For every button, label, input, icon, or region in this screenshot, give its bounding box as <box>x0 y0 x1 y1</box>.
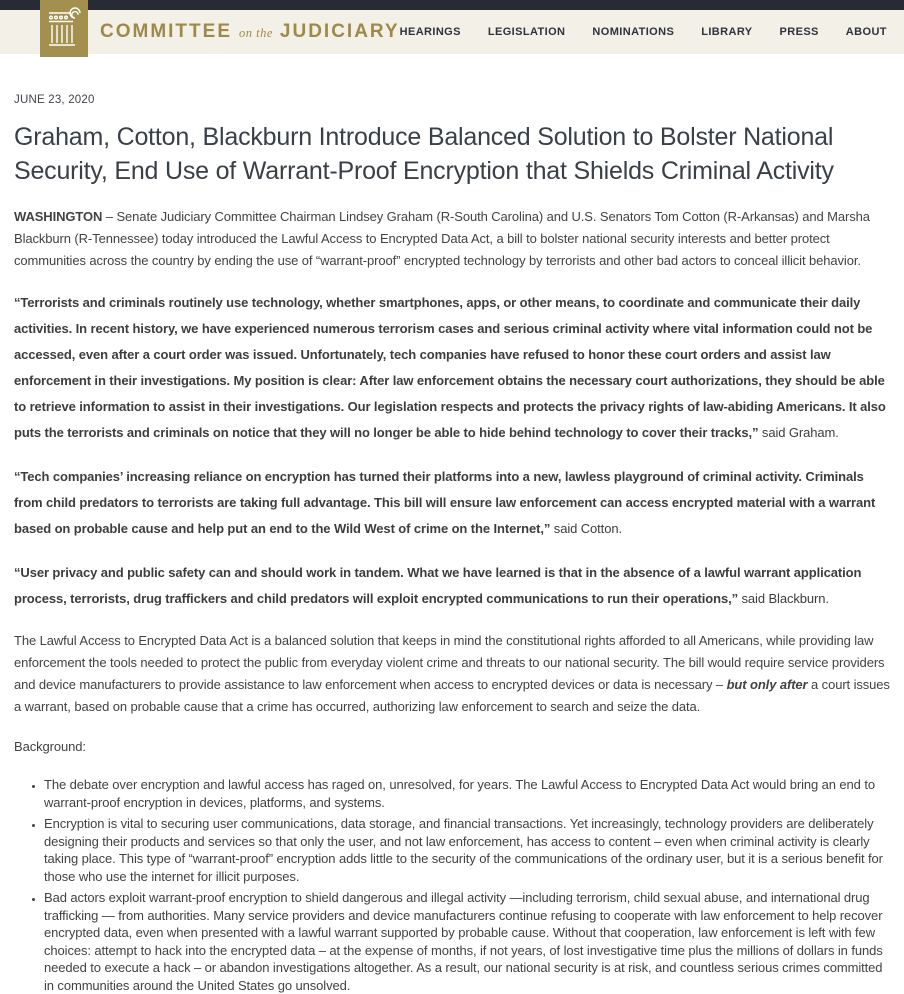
nav-legislation[interactable]: LEGISLATION <box>487 26 566 38</box>
bill-summary-emphasis: but only after <box>726 677 808 692</box>
cotton-quote-text: “Tech companies’ increasing reliance on encryption has turned their platforms into a new, lawless playground of criminal activity. Criminals from child predators to terrorists are taking full advantage. This bill will ensure law enforcement can access encrypted material with a warrant based on probable cause and help put an end to the Wild West of crime on the Internet,” <box>14 469 876 536</box>
blackburn-quote-text: “User privacy and public safety can and should work in tandem. What we have learned is that in the absence of a lawful warrant application process, terrorists, drug traffickers and child predators will exploit encrypted communications to run their operations,” <box>14 565 862 606</box>
list-item: • The debate over encryption and lawful access has raged on, unresolved, for years. The Lawful Access to Encrypted Data Act would bring an end to warrant-proof encryption in devices, platforms, and systems. <box>44 776 890 811</box>
brand-wordmark[interactable] <box>100 21 400 43</box>
brand-on-the: on the <box>239 26 273 40</box>
dateline: WASHINGTON <box>14 209 103 224</box>
top-accent-bar <box>0 0 904 10</box>
list-item: • Bad actors exploit warrant-proof encryption to shield dangerous and illegal activity —including terrorism, child sexual abuse, and international drug trafficking — from authorities. Many service providers and device manufacturers continue refusing to cooperate with law enforcement to help recover encrypted data, even when presented with a lawful warrant supported by probable cause. Without that cooperation, law enforcement is left with few choices: attempt to hack into the encrypted data – at the expense of months, if not years, of lost investigative time plus the millions of dollars in funds needed to execute a hack – or abandon investigations altogether. As a result, our national security is at risk, and countless serious crimes committed in communities around the United States go unsolved. <box>44 889 890 994</box>
main-nav <box>400 25 904 40</box>
paragraph-cotton-quote <box>14 464 890 542</box>
background-list <box>14 776 890 994</box>
article-date: JUNE 23, 2020 <box>14 94 95 106</box>
nav-hearings[interactable]: HEARINGS <box>399 26 461 38</box>
graham-attribution: said Graham. <box>758 425 839 440</box>
paragraph-graham-quote <box>14 290 890 446</box>
paragraph-intro-text: – Senate Judiciary Committee Chairman Lindsey Graham (R-South Carolina) and U.S. Senators Tom Cotton (R-Arkansas) and Marsha Blackburn (R-Tennessee) today introduced the Lawful Access to Encrypted Data Act, a bill to bolster national security interests and better protect communities across the country by ending the use of “warrant-proof” encrypted technology by terrorists and other bad actors to conceal illicit behavior. <box>14 209 870 268</box>
brand-judiciary: JUDICIARY <box>279 21 400 42</box>
background-heading: Background: <box>14 739 86 754</box>
blackburn-attribution: said Blackburn. <box>738 591 829 606</box>
paragraph-blackburn-quote <box>14 560 890 612</box>
press-release-article <box>0 94 904 994</box>
committee-logo[interactable] <box>40 0 88 57</box>
paragraph-bill-summary <box>14 630 890 718</box>
brand-committee: COMMITTEE <box>100 21 232 42</box>
nav-nominations[interactable]: NOMINATIONS <box>592 26 675 38</box>
site-header <box>0 0 904 54</box>
paragraph-intro <box>14 206 890 272</box>
bill-summary-text-after: a court issues a warrant, based on probable cause that a crime has occurred, authorizing law enforcement to search and seize the data. <box>14 677 890 714</box>
nav-about[interactable]: ABOUT <box>845 26 887 38</box>
bill-summary-text: The Lawful Access to Encrypted Data Act is a balanced solution that keeps in mind the constitutional rights afforded to all Americans, while providing law enforcement the tools needed to protect the public from everyday violent crime and threats to our national security. The bill would require service providers and device manufacturers to provide assistance to law enforcement when access to encrypted devices or data is necessary – <box>14 633 885 692</box>
cotton-attribution: said Cotton. <box>550 521 622 536</box>
nav-press[interactable]: PRESS <box>779 26 819 38</box>
nav-library[interactable]: LIBRARY <box>701 26 753 38</box>
list-item: • Encryption is vital to securing user communications, data storage, and financial transactions. Yet increasingly, technology providers are deliberately designing their products and services so that only the user, and not law enforcement, has access to content – even when criminal activity is clearly taking place. This type of “warrant-proof” encryption adds little to the security of the communications of the ordinary user, but it is a serious benefit for those who use the internet for illicit purposes. <box>44 815 890 885</box>
column-icon <box>47 5 81 52</box>
graham-quote-text: “Terrorists and criminals routinely use technology, whether smartphones, apps, or other means, to coordinate and communicate their daily activities. In recent history, we have experienced numerous terrorism cases and serious criminal activity where vital information could not be accessed, even after a court order was issued. Unfortunately, tech companies have refused to honor these court orders and assist law enforcement in their investigations. My position is clear: After law enforcement obtains the necessary court authorizations, they should be able to retrieve information to assist in their investigations. Our legislation respects and protects the privacy rights of law-abiding Americans. It also puts the terrorists and criminals on notice that they will no longer be able to hide behind technology to cover their tracks,” <box>14 295 886 440</box>
page-title: Graham, Cotton, Blackburn Introduce Balanced Solution to Bolster National Security, End Use of Warrant-Proof Encryption that Shields Criminal Activity <box>14 123 834 185</box>
